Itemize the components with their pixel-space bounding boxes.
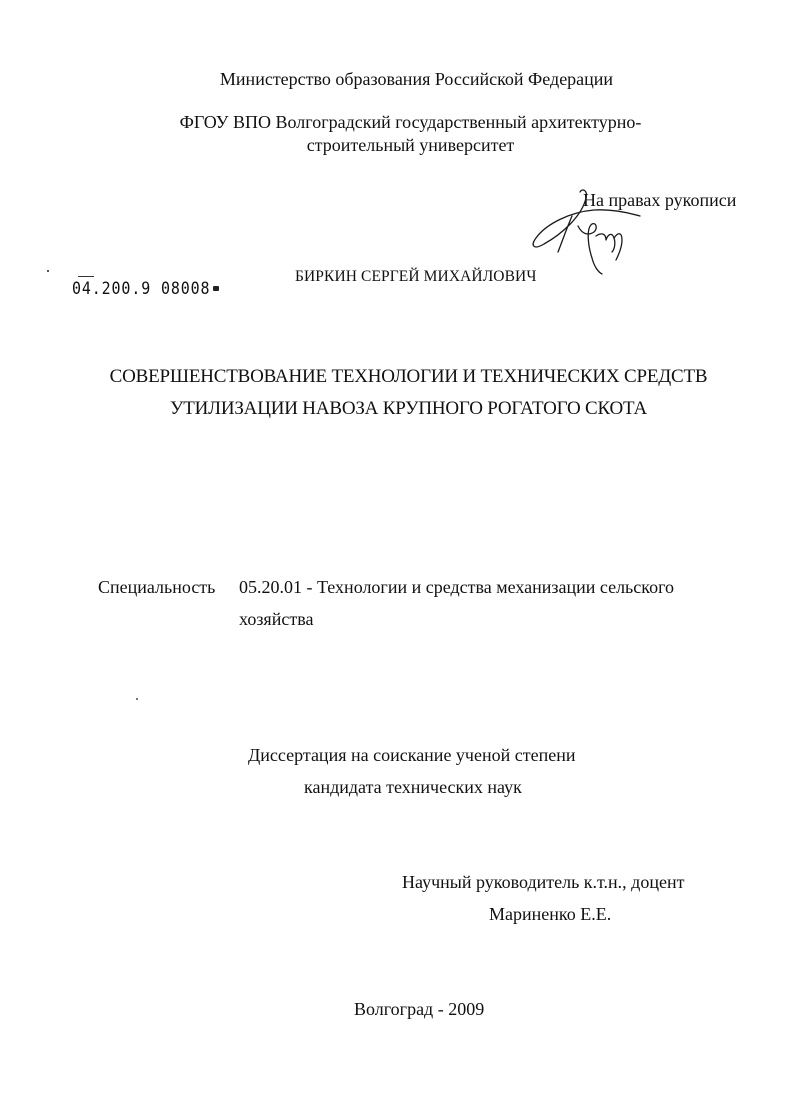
registration-dash <box>78 276 94 277</box>
ministry-name: Министерство образования Российской Федерации <box>219 69 614 89</box>
registration-number: 04.200.9 08008 <box>72 279 211 299</box>
manuscript-rights-note: На правах рукописи <box>583 190 737 210</box>
author-name: БИРКИН СЕРГЕЙ МИХАЙЛОВИЧ <box>295 268 537 285</box>
advisor-name: Мариненко Е.Е. <box>489 904 612 924</box>
university-name-line-2: строительный университет <box>306 135 515 155</box>
specialty-value-line-1: 05.20.01 - Технологии и средства механизации сельского <box>239 577 675 597</box>
dissertation-degree-line-1: Диссертация на соискание ученой степени <box>248 745 576 765</box>
scan-speck <box>136 698 138 700</box>
specialty-label: Специальность <box>98 577 216 597</box>
university-name-line-1: ФГОУ ВПО Волгоградский государственный архитектурно- <box>179 112 642 132</box>
handwritten-signature <box>522 186 657 278</box>
scan-speck <box>47 270 49 272</box>
specialty-value-line-2: хозяйства <box>239 609 314 629</box>
advisor-role: Научный руководитель к.т.н., доцент <box>402 872 685 892</box>
dissertation-degree-line-2: кандидата технических наук <box>304 777 522 797</box>
city-and-year: Волгоград - 2009 <box>354 999 485 1019</box>
dissertation-title-line-1: СОВЕРШЕНСТВОВАНИЕ ТЕХНОЛОГИИ И ТЕХНИЧЕСКИХ СРЕДСТВ <box>109 366 708 387</box>
dissertation-title-line-2: УТИЛИЗАЦИИ НАВОЗА КРУПНОГО РОГАТОГО СКОТА <box>169 398 648 419</box>
registration-mark <box>213 286 219 291</box>
